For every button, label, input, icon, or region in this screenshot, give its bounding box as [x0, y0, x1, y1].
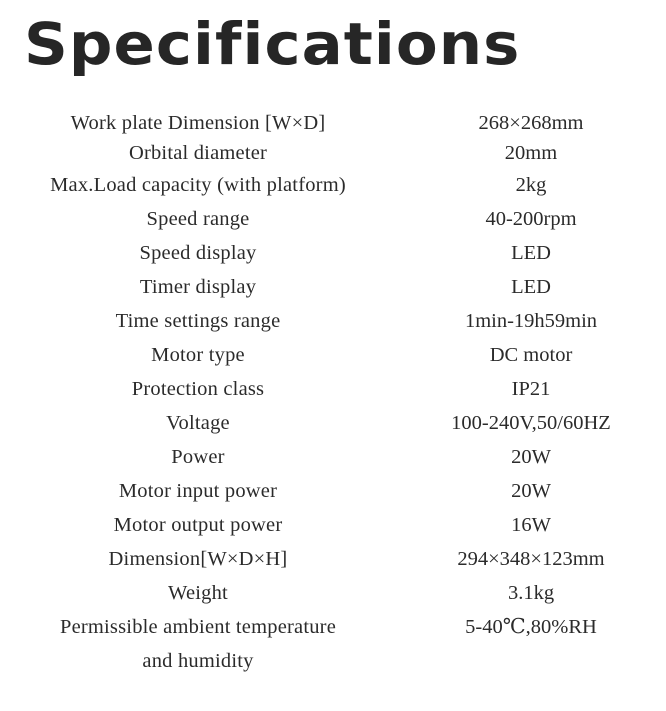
spec-label: Motor output power	[113, 514, 283, 536]
spec-label: Power	[171, 446, 225, 468]
spec-row-orbital-diameter	[0, 138, 666, 168]
spec-value: 16W	[511, 514, 551, 536]
spec-label: Voltage	[166, 412, 230, 434]
spec-value: 268×268mm	[478, 112, 584, 134]
spec-value: 2kg	[515, 174, 547, 196]
spec-row-motor-type	[0, 338, 666, 372]
spec-row-dimension	[0, 542, 666, 576]
spec-row-timer-display	[0, 270, 666, 304]
spec-label: Weight	[168, 582, 228, 604]
spec-label: Speed range	[146, 208, 250, 230]
spec-value: 5-40℃,80%RH	[465, 616, 597, 638]
spec-value: DC motor	[489, 344, 573, 366]
spec-table	[0, 108, 666, 678]
spec-label: Work plate Dimension [W×D]	[70, 112, 326, 134]
spec-value: 294×348×123mm	[457, 548, 605, 570]
spec-row-protection-class	[0, 372, 666, 406]
spec-value: 20mm	[504, 142, 558, 164]
spec-value: 40-200rpm	[485, 208, 577, 230]
spec-row-weight	[0, 576, 666, 610]
page-title: Specifications	[24, 10, 521, 78]
spec-label: Protection class	[131, 378, 265, 400]
spec-row-power	[0, 440, 666, 474]
spec-value: 20W	[511, 446, 551, 468]
spec-row-speed-range	[0, 202, 666, 236]
spec-row-speed-display	[0, 236, 666, 270]
spec-value: 3.1kg	[507, 582, 555, 604]
spec-value: 20W	[511, 480, 551, 502]
spec-row-motor-input-power	[0, 474, 666, 508]
spec-value: 100-240V,50/60HZ	[451, 412, 611, 434]
spec-label: Dimension[W×D×H]	[108, 548, 288, 570]
spec-label: Timer display	[139, 276, 257, 298]
spec-row-work-plate-dimension	[0, 108, 666, 138]
spec-value: LED	[511, 242, 551, 264]
spec-value: LED	[511, 276, 551, 298]
spec-row-ambient-temperature	[0, 610, 666, 678]
spec-label: Speed display	[139, 242, 257, 264]
spec-label: Time settings range	[115, 310, 281, 332]
spec-label: Max.Load capacity (with platform)	[50, 174, 346, 196]
spec-label: Motor type	[151, 344, 245, 366]
spec-row-max-load	[0, 168, 666, 202]
spec-row-motor-output-power	[0, 508, 666, 542]
spec-row-time-settings-range	[0, 304, 666, 338]
spec-label: Orbital diameter	[128, 142, 268, 164]
spec-label: Permissible ambient temperature and humidity	[59, 616, 337, 672]
spec-label: Motor input power	[118, 480, 278, 502]
spec-row-voltage	[0, 406, 666, 440]
spec-value: IP21	[511, 378, 551, 400]
spec-value: 1min-19h59min	[464, 310, 598, 332]
